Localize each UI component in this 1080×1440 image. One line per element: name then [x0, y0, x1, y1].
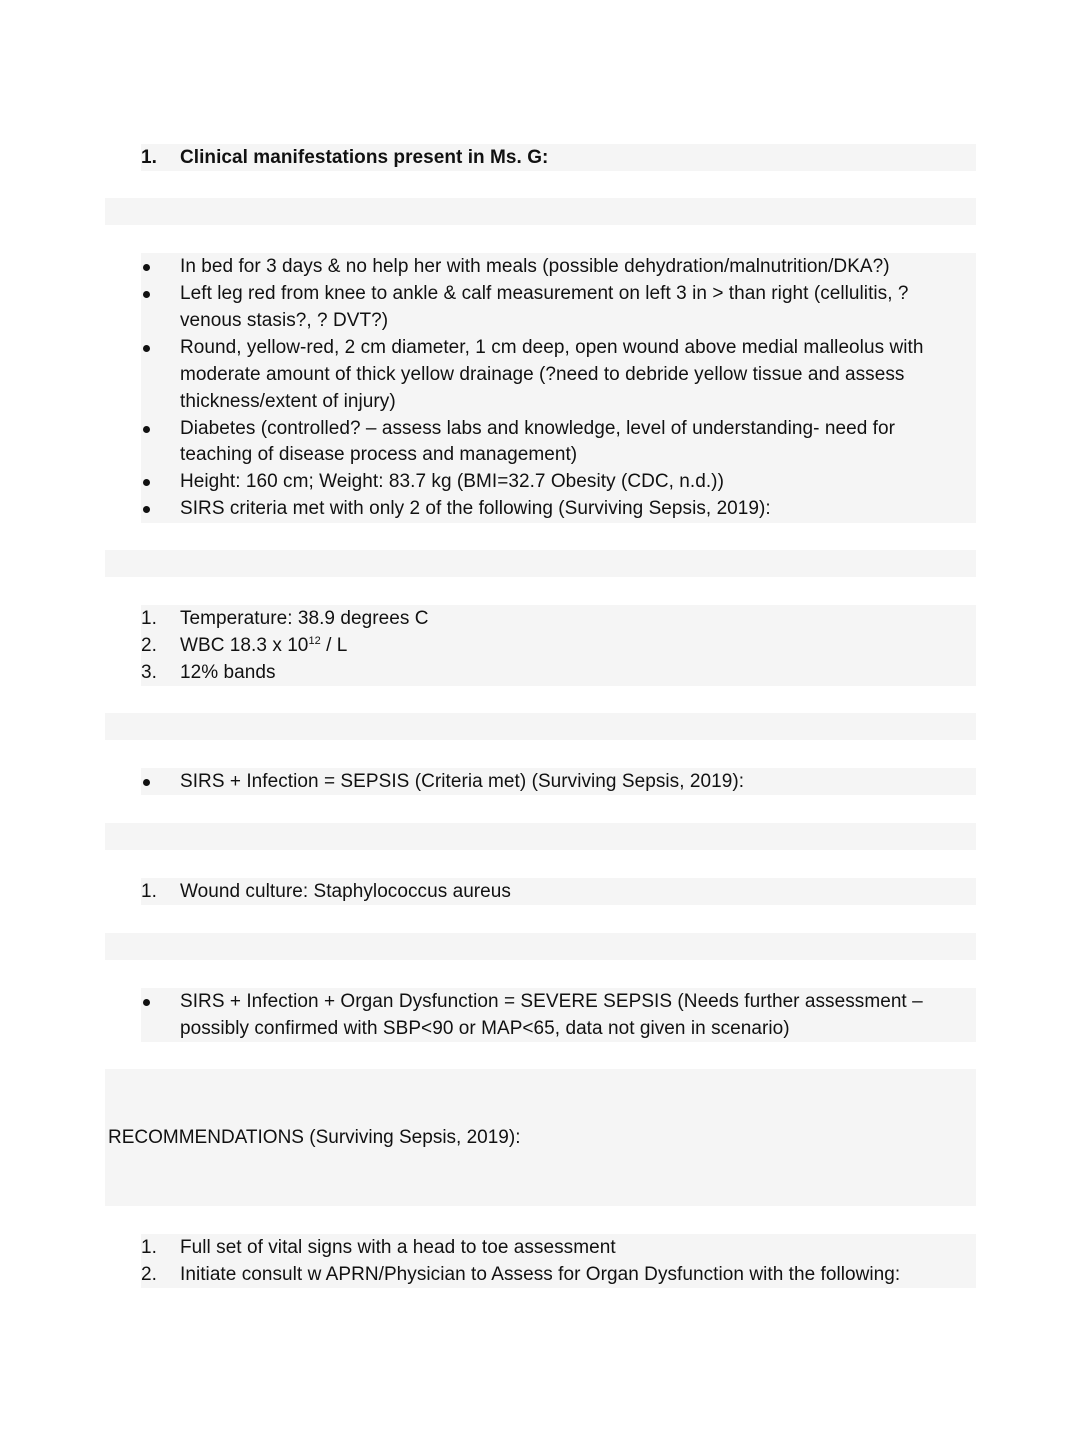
exponent: 12: [308, 635, 321, 647]
shading-band: [105, 713, 976, 740]
bullet-icon: [143, 426, 150, 433]
list-number: 2.: [141, 1264, 157, 1285]
list-number: 2.: [141, 635, 157, 656]
list-number: 1.: [141, 608, 157, 629]
bullet-icon: [143, 291, 150, 298]
shading-band: [105, 933, 976, 960]
shading-band: [105, 198, 976, 225]
list-number: 3.: [141, 662, 157, 683]
bullet-icon: [143, 506, 150, 513]
bullet-icon: [143, 264, 150, 271]
shading-band: [105, 550, 976, 577]
bullet-icon: [143, 779, 150, 786]
heading-text: Clinical manifestations present in Ms. G:: [180, 147, 549, 168]
list-number: 1.: [141, 147, 157, 168]
list-number: 1.: [141, 1237, 157, 1258]
bullet-icon: [143, 345, 150, 352]
bullet-icon: [143, 999, 150, 1006]
bullet-icon: [143, 479, 150, 486]
recommendations-heading: RECOMMENDATIONS (Surviving Sepsis, 2019):: [108, 1127, 521, 1148]
shading-band: [105, 823, 976, 850]
list-number: 1.: [141, 881, 157, 902]
